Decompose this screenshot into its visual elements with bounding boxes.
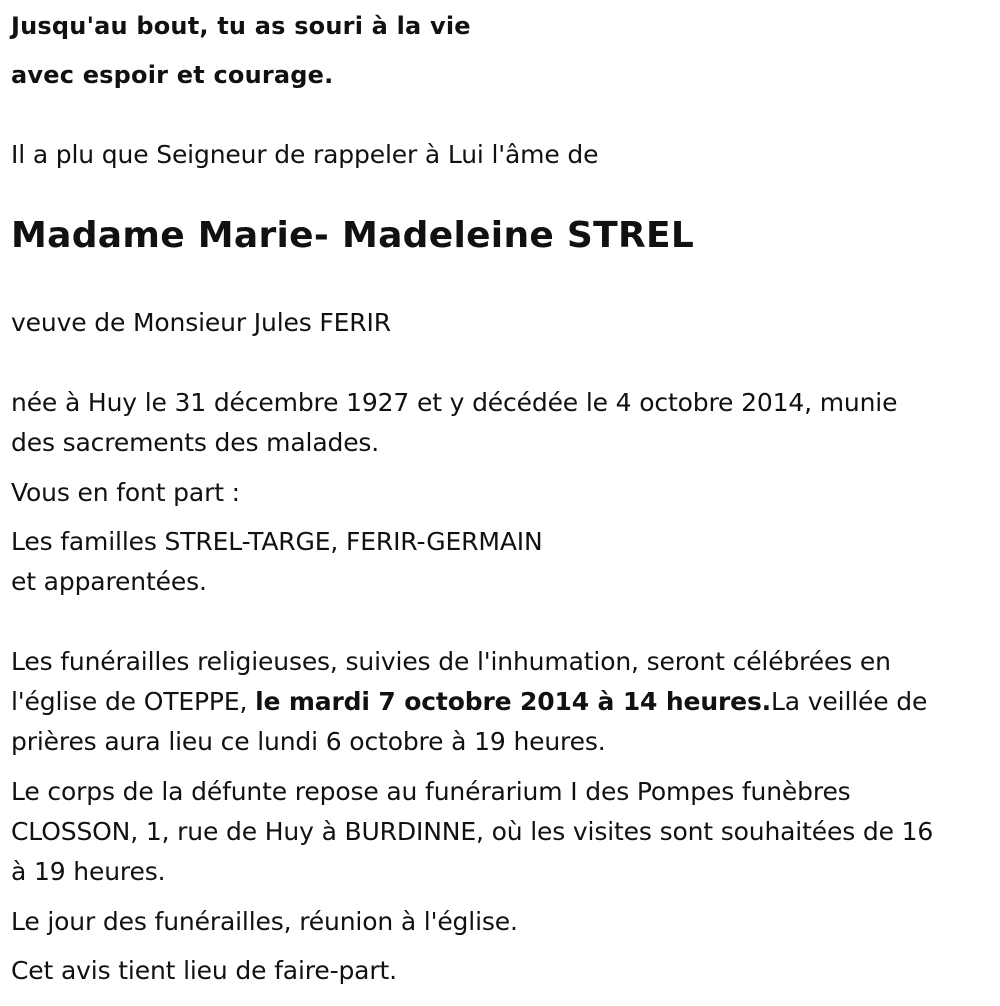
epigraph-line-2: avec espoir et courage. xyxy=(11,61,334,89)
spouse-text: veuve de Monsieur Jules FERIR xyxy=(11,308,391,337)
vigil-text: La veillée de xyxy=(771,687,928,716)
closing-text: Cet avis tient lieu de faire-part. xyxy=(11,956,397,985)
funeral-line-2 xyxy=(11,682,927,722)
epigraph-line-1: Jusqu'au bout, tu as souri à la vie xyxy=(11,12,471,40)
birth-death-line-1: née à Huy le 31 décembre 1927 et y décédée le 4 octobre 2014, munie xyxy=(11,388,898,417)
visitation-line-3: à 19 heures. xyxy=(11,857,166,886)
funeral-line-1: Les funérailles religieuses, suivies de l'inhumation, seront célébrées en xyxy=(11,647,891,676)
intro-text: Il a plu que Seigneur de rappeler à Lui l'âme de xyxy=(11,140,599,169)
funeral-line-3: prières aura lieu ce lundi 6 octobre à 19 heures. xyxy=(11,727,606,756)
deceased-name: Madame Marie- Madeleine STREL xyxy=(11,215,695,256)
families-line-1: Les familles STREL-TARGE, FERIR-GERMAIN xyxy=(11,527,543,556)
funeral-date-time: le mardi 7 octobre 2014 à 14 heures. xyxy=(255,687,772,716)
visitation-line-2: CLOSSON, 1, rue de Huy à BURDINNE, où les visites sont souhaitées de 16 xyxy=(11,817,934,846)
announcement-text: Vous en font part : xyxy=(11,478,240,507)
families-line-2: et apparentées. xyxy=(11,567,207,596)
visitation-line-1: Le corps de la défunte repose au funérarium I des Pompes funèbres xyxy=(11,777,851,806)
birth-death-line-2: des sacrements des malades. xyxy=(11,428,380,457)
funeral-church-text: l'église de OTEPPE, xyxy=(11,687,256,716)
meeting-text: Le jour des funérailles, réunion à l'église. xyxy=(11,907,518,936)
